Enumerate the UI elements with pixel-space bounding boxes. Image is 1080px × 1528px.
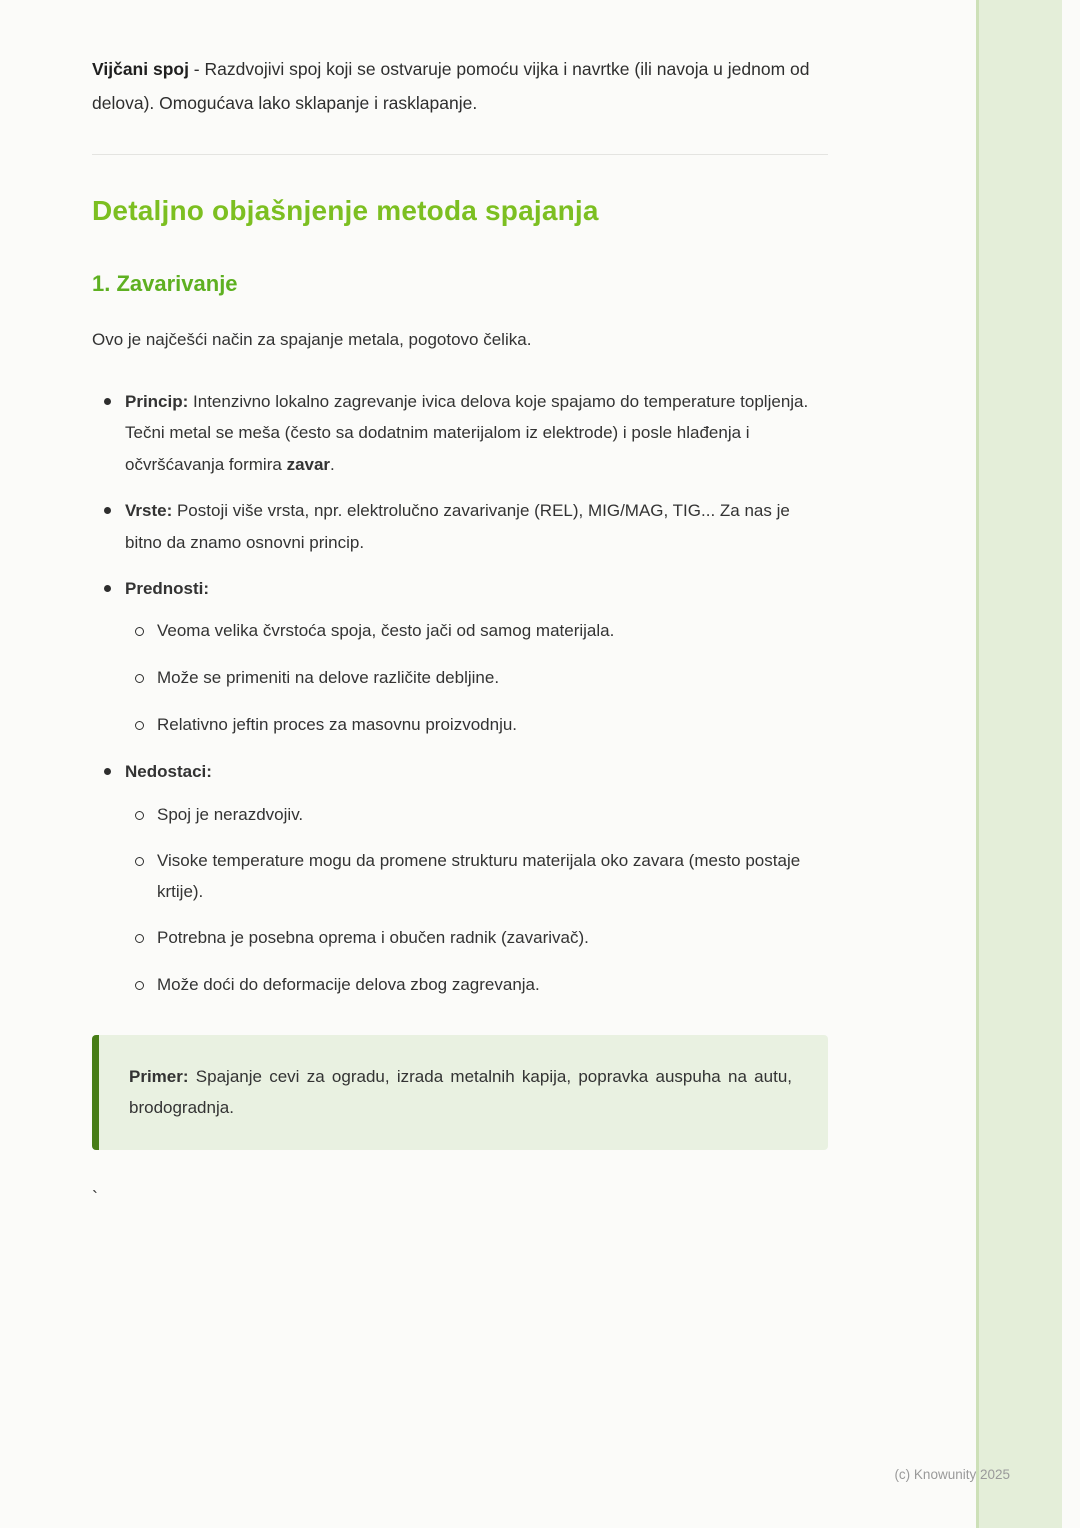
list-item-bold-term: zavar <box>286 454 331 474</box>
sub-list-item: Može se primeniti na delove različite debljine. <box>125 663 828 694</box>
list-item-label: Princip: <box>125 391 189 411</box>
sub-list-item: Veoma velika čvrstoća spoja, često jači od samog materijala. <box>125 616 828 647</box>
section-divider <box>92 154 828 155</box>
sub-list-item: Visoke temperature mogu da promene strukturu materijala oko zavara (mesto postaje krtije). <box>125 846 828 907</box>
copyright-footer: (c) Knowunity 2025 <box>894 1467 1010 1482</box>
lead-paragraph: Ovo je najčešći način za spajanje metala, pogotovo čelika. <box>92 330 532 350</box>
list-item-prednosti <box>92 573 828 740</box>
callout-paragraph <box>129 1061 792 1124</box>
stray-backtick: ` <box>92 1187 98 1208</box>
list-item-nedostaci <box>92 756 828 1000</box>
intro-text: - Razdvojivi spoj koji se ostvaruje pomoću vijka i navrtke (ili navoja u jednom od delova). Omogućava lako sklapanje i rasklapanje. <box>92 59 810 114</box>
sub-list-item: Spoj je nerazdvojiv. <box>125 800 828 831</box>
sub-list-item: Relativno jeftin proces za masovnu proizvodnju. <box>125 710 828 741</box>
example-callout <box>92 1035 828 1150</box>
section-title: Detaljno objašnjenje metoda spajanja <box>92 195 599 227</box>
list-item-tail: . <box>330 454 335 474</box>
list-item-label: Prednosti: <box>125 579 210 599</box>
sub-list-item: Potrebna je posebna oprema i obučen radnik (zavarivač). <box>125 923 828 954</box>
sub-list-nedostaci <box>125 800 828 1001</box>
list-item-label: Vrste: <box>125 501 173 521</box>
bullet-list <box>92 386 828 1001</box>
side-stripe <box>976 0 1062 1528</box>
list-item-text: Intenzivno lokalno zagrevanje ivica delova koje spajamo do temperature topljenja. Tečni metal se meša (često sa dodatnim materijalom iz elektrode) i posle hlađenja i očvršćavanja formira <box>125 391 809 474</box>
sub-list-item: Može doći do deformacije delova zbog zagrevanja. <box>125 970 828 1001</box>
callout-text: Spajanje cevi za ogradu, izrada metalnih kapija, popravka auspuha na autu, brodogradnja. <box>129 1066 792 1118</box>
list-item-princip <box>92 386 828 480</box>
page-content <box>92 0 828 1209</box>
intro-term: Vijčani spoj <box>92 59 189 79</box>
list-item-vrste <box>92 495 828 558</box>
callout-label: Primer: <box>129 1066 189 1086</box>
section-subtitle: 1. Zavarivanje <box>92 271 238 297</box>
sub-list-prednosti <box>125 616 828 740</box>
intro-paragraph <box>92 52 828 120</box>
list-item-text: Postoji više vrsta, npr. elektrolučno zavarivanje (REL), MIG/MAG, TIG... Za nas je bitno da znamo osnovni princip. <box>125 501 790 552</box>
list-item-label: Nedostaci: <box>125 762 212 782</box>
